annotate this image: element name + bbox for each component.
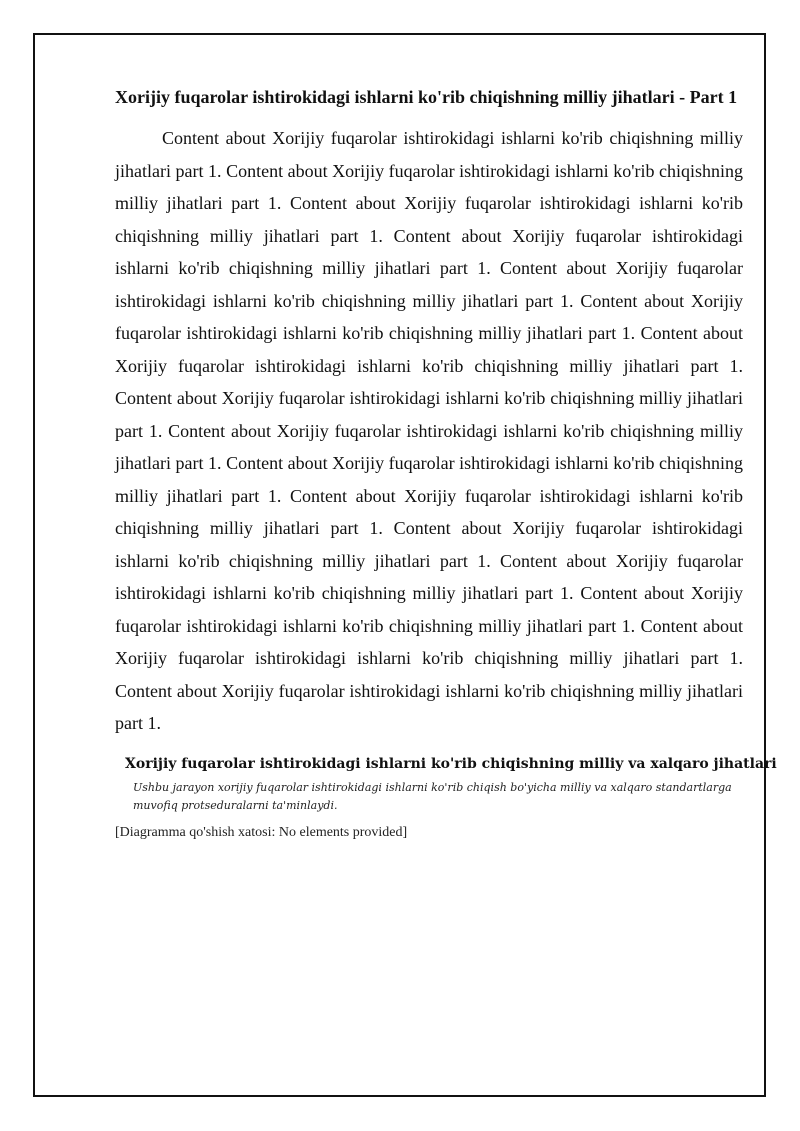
- callout-heading-row: [115, 754, 777, 774]
- diagram-callout: [115, 754, 777, 815]
- callout-heading: Xorijiy fuqarolar ishtirokidagi ishlarni ko'rib chiqishning milliy va xalqaro jihatlari: [125, 755, 777, 772]
- body-paragraph: Content about Xorijiy fuqarolar ishtirokidagi ishlarni ko'rib chiqishning milliy jihatlari part 1. Content about Xorijiy fuqarolar ishtirokidagi ishlarni ko'rib chiqishning milliy jihatlari part 1. Content about Xorijiy fuqarolar ishtirokidagi ishlarni ko'rib chiqishning milliy jihatlari part 1. Content about Xorijiy fuqarolar ishtirokidagi ishlarni ko'rib chiqishning milliy jihatlari part 1. Content about Xorijiy fuqarolar ishtirokidagi ishlarni ko'rib chiqishning milliy jihatlari part 1. Content about Xorijiy fuqarolar ishtirokidagi ishlarni ko'rib chiqishning milliy jihatlari part 1. Content about Xorijiy fuqarolar ishtirokidagi ishlarni ko'rib chiqishning milliy jihatlari part 1. Content about Xorijiy fuqarolar ishtirokidagi ishlarni ko'rib chiqishning milliy jihatlari part 1. Content about Xorijiy fuqarolar ishtirokidagi ishlarni ko'rib chiqishning milliy jihatlari part 1. Content about Xorijiy fuqarolar ishtirokidagi ishlarni ko'rib chiqishning milliy jihatlari part 1. Content about Xorijiy fuqarolar ishtirokidagi ishlarni ko'rib chiqishning milliy jihatlari part 1. Content about Xorijiy fuqarolar ishtirokidagi ishlarni ko'rib chiqishning milliy jihatlari part 1. Content about Xorijiy fuqarolar ishtirokidagi ishlarni ko'rib chiqishning milliy jihatlari part 1. Content about Xorijiy fuqarolar ishtirokidagi ishlarni ko'rib chiqishning milliy jihatlari part 1. Content about Xorijiy fuqarolar ishtirokidagi ishlarni ko'rib chiqishning milliy jihatlari part 1. Content about Xorijiy fuqarolar ishtirokidagi ishlarni ko'rib chiqishning milliy jihatlari part 1.: [115, 128, 743, 733]
- diagram-error-note: [Diagramma qo'shish xatosi: No elements provided]: [115, 824, 408, 840]
- document-content: [115, 84, 777, 843]
- callout-description: Ushbu jarayon xorijiy fuqarolar ishtirokidagi ishlarni ko'rib chiqish bo'yicha milliy va xalqaro standartlarga muvofiq protseduralarni ta'minlaydi.: [133, 780, 732, 812]
- document-title: Xorijiy fuqarolar ishtirokidagi ishlarni ko'rib chiqishning milliy jihatlari - Part 1: [115, 87, 738, 107]
